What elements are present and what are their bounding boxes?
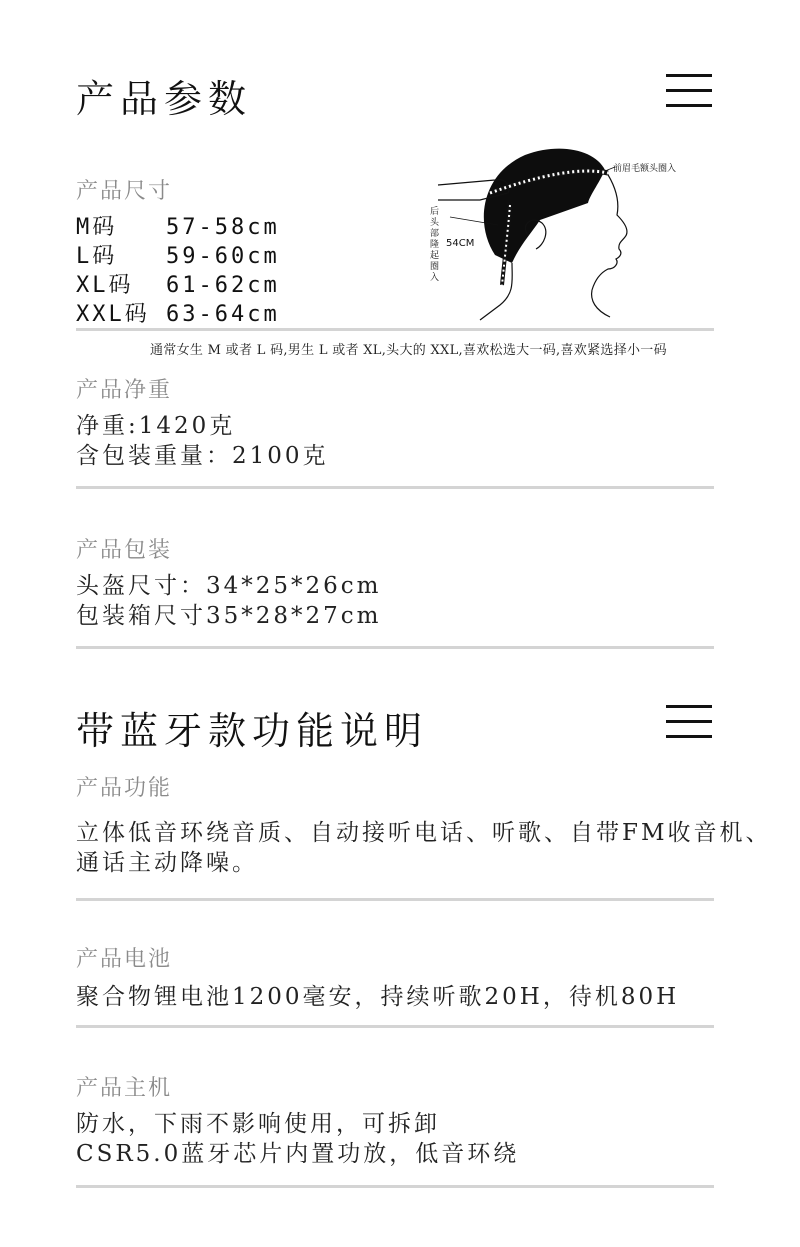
host-line-1: 防水，下雨不影响使用，可拆卸 <box>76 1111 440 1137</box>
divider <box>76 328 714 331</box>
menu-icon[interactable] <box>666 705 712 739</box>
function-heading: 产品功能 <box>76 776 173 801</box>
function-line-1: 立体低音环绕音质、自动接听电话、听歌、自带FM收音机、 <box>76 820 772 846</box>
size-row <box>76 239 280 268</box>
battery-heading: 产品电池 <box>76 947 173 972</box>
packaging-line-1: 头盔尺寸：34*25*26cm <box>76 573 382 599</box>
size-table <box>76 210 280 326</box>
size-note: 通常女生 M 或者 L 码,男生 L 或者 XL,头大的 XXL,喜欢松选大一码,喜欢紧选择小一码 <box>150 343 667 358</box>
divider <box>76 1185 714 1188</box>
host-line-2: CSR5.0蓝牙芯片内置功放，低音环绕 <box>76 1141 520 1167</box>
size-label: XL码 <box>76 273 134 298</box>
section-title-params: 产品参数 <box>76 77 253 121</box>
weight-line-2: 含包装重量：2100克 <box>76 443 329 469</box>
host-heading: 产品主机 <box>76 1076 173 1101</box>
size-row <box>76 210 280 239</box>
packaging-line-2: 包装箱尺寸35*28*27cm <box>76 603 382 629</box>
size-label: XXL码 <box>76 302 150 327</box>
weight-line-1: 净重:1420克 <box>76 413 236 439</box>
size-value: 61-62cm <box>166 273 280 298</box>
diagram-measure-label: 54CM <box>446 238 475 249</box>
size-label: L码 <box>76 244 118 269</box>
divider <box>76 1025 714 1028</box>
size-row <box>76 297 280 326</box>
size-heading: 产品尺寸 <box>76 179 173 204</box>
diagram-back-label: 后 头 部 隆 起 圈 入 <box>430 207 440 283</box>
diagram-front-label: 前眉毛额头圈入 <box>613 164 677 174</box>
battery-line-1: 聚合物锂电池1200毫安，持续听歌20H，待机80H <box>76 984 680 1010</box>
divider <box>76 898 714 901</box>
divider <box>76 646 714 649</box>
size-value: 63-64cm <box>166 302 280 327</box>
weight-heading: 产品净重 <box>76 378 173 403</box>
size-value: 59-60cm <box>166 244 280 269</box>
size-label: M码 <box>76 215 118 240</box>
packaging-heading: 产品包装 <box>76 538 173 563</box>
section-title-bluetooth: 带蓝牙款功能说明 <box>76 709 429 753</box>
menu-icon[interactable] <box>666 74 712 108</box>
function-line-2: 通话主动降噪。 <box>76 850 258 876</box>
size-row <box>76 268 280 297</box>
size-value: 57-58cm <box>166 215 280 240</box>
divider <box>76 486 714 489</box>
